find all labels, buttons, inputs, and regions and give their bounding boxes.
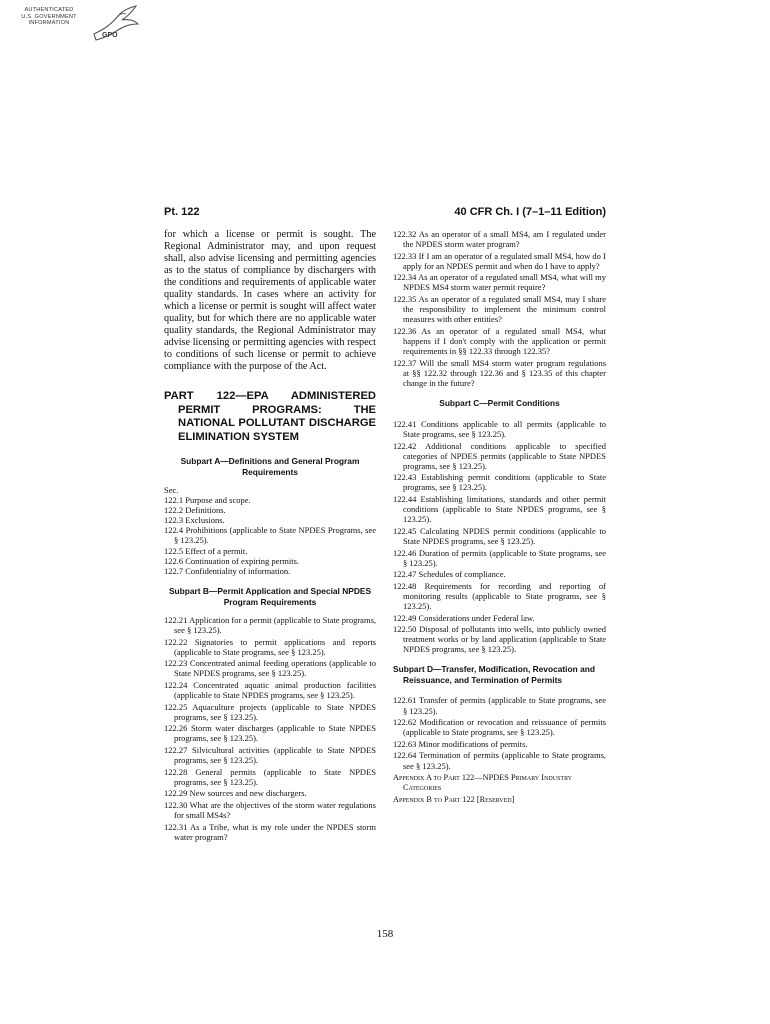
toc-item: 122.28 General permits (applicable to State NPDES programs, see § 123.25). <box>164 766 376 787</box>
toc-item: 122.36 As an operator of a regulated small MS4, what happens if I don't comply with the application or permit requirements in §§ 122.33 through 122.35? <box>393 325 606 357</box>
toc-item: 122.3 Exclusions. <box>164 515 225 526</box>
toc-item: 122.7 Confidentiality of information. <box>164 565 291 576</box>
toc-item: 122.50 Disposal of pollutants into wells, into publicly owned treatment works or by land application (applicable to State NPDES programs, see § 123.25). <box>393 624 606 655</box>
subpart-b-toc-continued <box>393 229 606 388</box>
toc-item: 122.41 Conditions applicable to all permits (applicable to State programs, see § 123.25). <box>393 418 606 439</box>
subpart-d-title: Subpart D—Transfer, Modification, Revocation and Reissuance, and Termination of Permits <box>393 664 595 686</box>
toc-item: 122.49 Considerations under Federal law. <box>393 612 535 623</box>
toc-item: 122.33 If I am an operator of a regulated small MS4, how do I apply for an NPDES permit and when do I have to apply? <box>393 250 606 271</box>
toc-item: 122.45 Calculating NPDES permit conditions (applicable to State NPDES programs, see § 123.25). <box>393 525 606 546</box>
toc-item: 122.32 As an operator of a small MS4, am I regulated under the NPDES storm water program? <box>393 229 606 250</box>
subpart-b-toc <box>164 615 376 842</box>
subpart-a-title: Subpart A—Definitions and General Program Requirements <box>180 456 360 477</box>
toc-item: 122.26 Storm water discharges (applicable to State NPDES programs, see § 123.25). <box>164 723 376 744</box>
toc-item: 122.64 Termination of permits (applicable to State programs, see § 123.25). <box>393 750 606 771</box>
page-number: 158 <box>376 928 394 940</box>
seal-text <box>12 7 86 27</box>
toc-item: 122.47 Schedules of compliance. <box>393 569 506 580</box>
appendix-a-entry: Appendix A to Part 122—NPDES Primary Industry Categories <box>393 772 573 792</box>
toc-item: 122.24 Concentrated aquatic animal production facilities (applicable to State NPDES programs, see § 123.25). <box>164 679 376 700</box>
toc-item: 122.44 Establishing limitations, standards and other permit conditions (applicable to State NPDES programs, see § 123.25). <box>393 494 606 525</box>
toc-item: 122.43 Establishing permit conditions (applicable to State programs, see § 123.25). <box>393 472 606 493</box>
toc-item: 122.25 Aquaculture projects (applicable to State NPDES programs, see § 123.25). <box>164 701 376 722</box>
toc-item: 122.21 Application for a permit (applicable to State programs, see § 123.25). <box>164 614 376 635</box>
seal-line-2: U.S. GOVERNMENT <box>21 13 77 20</box>
toc-item: 122.1 Purpose and scope. <box>164 495 251 506</box>
toc-item: 122.62 Modification or revocation and reissuance of permits (applicable to State programs, see § 123.25). <box>393 717 606 738</box>
subpart-d-toc <box>393 695 606 770</box>
toc-item: 122.63 Minor modifications of permits. <box>393 738 528 749</box>
subpart-b-title: Subpart B—Permit Application and Special NPDES Program Requirements <box>168 585 372 607</box>
gpo-authentication-seal <box>8 4 142 48</box>
appendix-b-entry: Appendix B to Part 122 [Reserved] <box>393 794 515 804</box>
toc-item: 122.42 Additional conditions applicable to specified categories of NPDES permits (applicable to State NPDES programs, see § 123.25). <box>393 440 606 471</box>
part-reference: Pt. 122 <box>164 206 200 218</box>
toc-item: 122.22 Signatories to permit applications and reports (applicable to State programs, see § 123.25). <box>164 636 376 657</box>
seal-agency: GPO <box>102 32 118 39</box>
toc-item: 122.27 Silvicultural activities (applicable to State NPDES programs, see § 123.25). <box>164 744 376 766</box>
toc-item: 122.61 Transfer of permits (applicable to State programs, see § 123.25). <box>393 695 606 716</box>
left-column <box>164 229 376 843</box>
right-column <box>393 229 606 805</box>
part-title: PART 122—EPA ADMINISTERED PERMIT PROGRAMS: THE NATIONAL POLLUTANT DISCHARGE ELIMINATION SYSTEM <box>164 390 376 443</box>
intro-paragraph: for which a license or permit is sought. The Regional Administrator may, and upon request shall, also advise licensing and permitting agencies as to the status of compliance by dischargers with the conditions and requirements of applicable water quality standards. In cases where an activity for which a license or permit is sought will affect water quality, but for which there are no applicable water quality standards, the Regional Administrator may advise licensing or permitting agencies with respect to conditions of such license or permit to achieve compliance with the purpose of the Act. <box>164 229 376 372</box>
toc-item: 122.23 Concentrated animal feeding operations (applicable to State NPDES programs, see § 123.25). <box>164 658 376 679</box>
toc-item: 122.34 As an operator of a regulated small MS4, what will my NPDES MS4 storm water permit require? <box>393 272 606 293</box>
subpart-c-title: Subpart C—Permit Conditions <box>439 397 560 408</box>
running-header <box>164 206 606 222</box>
toc-item: 122.6 Continuation of expiring permits. <box>164 555 300 566</box>
toc-item: 122.30 What are the objectives of the storm water regulations for small MS4s? <box>164 799 376 821</box>
toc-item: 122.37 Will the small MS4 storm water program regulations at §§ 122.32 through 122.36 and § 123.35 of this chapter change in the future? <box>393 357 606 388</box>
subpart-a-toc <box>164 495 376 576</box>
subpart-c-toc <box>393 419 606 655</box>
seal-line-1: AUTHENTICATED <box>24 7 74 13</box>
toc-item: 122.35 As an operator of a regulated small MS4, may I share the responsibility to implement the minimum control measures with other entities? <box>393 294 606 325</box>
toc-item: 122.48 Requirements for recording and reporting of monitoring results (applicable to State programs, see § 123.25). <box>393 580 606 611</box>
chapter-edition: 40 CFR Ch. I (7–1–11 Edition) <box>454 206 606 218</box>
toc-item: 122.5 Effect of a permit. <box>164 545 248 556</box>
toc-item: 122.31 As a Tribe, what is my role under the NPDES storm water program? <box>164 821 376 842</box>
seal-line-3: INFORMATION <box>28 20 70 27</box>
toc-item: 122.2 Definitions. <box>164 505 226 516</box>
toc-item: 122.4 Prohibitions (applicable to State NPDES Programs, see § 123.25). <box>164 525 376 546</box>
section-label: Sec. <box>164 485 179 495</box>
toc-item: 122.46 Duration of permits (applicable to State programs, see § 123.25). <box>393 547 606 568</box>
toc-item: 122.29 New sources and new dischargers. <box>164 788 307 799</box>
